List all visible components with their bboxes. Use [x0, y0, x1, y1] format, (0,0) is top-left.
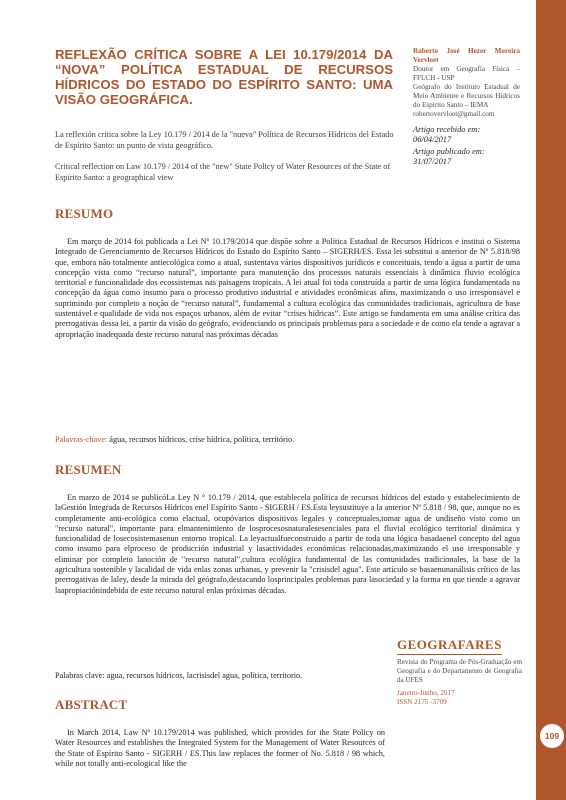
article-title: REFLEXÃO CRÍTICA SOBRE A LEI 10.179/2014 DA “NOVA” POLÍTICA ESTADUAL DE RECURSOS HÍDRICOS DO ESTADO DO ESPÍRITO SANTO: UMA VISÃO GEOGRÁFICA. — [55, 47, 393, 107]
author-sidebar — [413, 47, 520, 167]
resumen-keywords-label: Palabras clave: — [55, 671, 105, 680]
resumen-body: En marzo de 2014 se publicóLa Ley N ° 10.179 / 2014, que establecela política de recursos hídricos del estado y estabelecimiento de laGestión Integrada de Recursos Hídricos enel Espírito Santo - SIGERH / ES.Esta leysustituye a la anterior Nº 5.818 / 98, que, aunque no es completamente anti-ecológica como elactual, ocupóvarios dispositivos legales y conceptuales,tomar agua de undiseño visto como un "recurso natural", importante para elmantenimiento de losprocesosnaturalesesenciales para el fluvial ecológico territorial dinámica y funcionalidad de losecosistemasenun entorno tropical. La leyactualfueconstruido a partir de toda una lógica basadaenel concepto del agua como insumo para elproceso de producción industrial y lasactividades económicas relacionadas,maximizando el uso irresponsable y eliminar por completo lanoción de "recurso natural",cultura ecológica fundamental de las comunidades tradicionales, la base de la agricultura sostenible y lacalidad de vida enlas zonas urbanas, y prevenir la "crisisdel agua". Este artículo se basaenunanálisis crítico de las prerrogativas de laley, desde la mirada del geógrafo,destacando losprincipales problemas para lasociedad y la forma en que tiende a agravar laapropiaciónindebida de este recurso natural enlas próximas décadas. — [55, 493, 520, 595]
journal-issn: ISSN 2175 -3709 — [397, 698, 447, 706]
abstract-heading: ABSTRACT — [55, 697, 128, 712]
published-date-label: Artigo publicado em: — [413, 147, 485, 156]
author-affiliation-2: Geógrafo do Instituto Estadual de Meio Ambiente e Recursos Hídricos do Espírito Santo – IEMA — [413, 83, 520, 109]
journal-issue: Janeiro-Junho, 2017 — [397, 689, 455, 697]
resumo-keywords — [55, 435, 520, 445]
article-title-english: Critical reflection on Law 10.179 / 2014 of the "new" State Policy of Water Resources of the State of Espírito Santo: a geographical view — [55, 162, 391, 182]
received-date-label: Artigo recebido em: — [413, 125, 481, 134]
page-edge-bar — [536, 0, 566, 800]
journal-info — [397, 636, 522, 707]
resumen-keywords-values: agua, recursos hídricos, lacrisisdel agua, política, territorio. — [104, 671, 303, 680]
abstract-body: In March 2014, Law Nº 10.179/2014 was published, which provides for the State Policy on Water Resources and establishes the Integrated System for the Management of Water Resources of the State of Espírito Santo - SIGERH / ES.This law replaces the former of No. 5.818 / 98 which, while not totally anti-ecological like the — [55, 728, 385, 768]
resumen-text — [55, 493, 520, 596]
journal-description: Revista do Programa de Pós-Graduação em Geografia e do Departamento de Geografia da UFES — [397, 658, 522, 684]
journal-logo: GEOGRAFARES — [397, 637, 502, 655]
author-affiliation-1: Doutor em Geografia Física – FFLCH - USP — [413, 65, 520, 82]
article-title-spanish: La reflexión crítica sobre la Ley 10.179 / 2014 de la "nueva" Política de Recursos Hídricos del Estado de Espírito Santo: un punto de vista geográfico. — [55, 130, 394, 150]
published-date: 31/07/2017 — [413, 157, 452, 166]
resumen-heading: RESUMEN — [55, 462, 122, 477]
resumo-text — [55, 237, 520, 340]
resumo-heading: RESUMO — [55, 206, 114, 221]
resumo-body: Em março de 2014 foi publicada a Lei Nº 10.179/2014 que dispõe sobre a Política Estadual de Recursos Hídricos e institui o Sistema Integrado de Gerenciamento de Recursos Hídricos do Estado do Espírito Santo – SIGERH/ES. Essa lei substitui a anterior de Nº 5.818/98 que, embora não totalmente antiecológica como a atual, sustentava vários dispositivos jurídicos e conceituais, tendo a água a partir de uma concepção vista como “recurso natural”, importante para manutenção dos processos naturais essenciais à dinâmica fluvio ecológica territorial e funcionalidade dos ecossistemas nas paisagens tropicais. A lei atual foi toda construída a partir de uma lógica fundamentada na concepção da água como insumo para o processo produtivo industrial e atividades econômicas afins, maximizando o uso irresponsável e suprimindo por completo a noção de “recurso natural”, fundamental a cultura ecológica das comunidades tradicionais, agricultura de base sustentável e qualidade de vida nos espaços urbanos, além de evitar “crises hídricas”. Este artigo se fundamenta em uma análise crítica das prerrogativas dessa lei, a partir da visão do geógrafo, evidenciando os principais problemas para a sociedade e de como ela tende a agravar a apropriação inadequada deste recurso natural nas próximas décadas — [55, 237, 520, 339]
resumo-keywords-label: Palavras-chave: — [55, 435, 108, 444]
resumo-keywords-values: água, recursos hídricos, crise hídrica, política, território. — [107, 435, 295, 444]
author-name: Roberto José Hezer Moreira Vervloet — [413, 47, 520, 64]
page-number: 109 — [540, 724, 564, 748]
abstract-text — [55, 728, 385, 769]
author-email[interactable]: robertovervloet@gmail.com — [413, 110, 495, 118]
received-date: 06/04/2017 — [413, 135, 452, 144]
